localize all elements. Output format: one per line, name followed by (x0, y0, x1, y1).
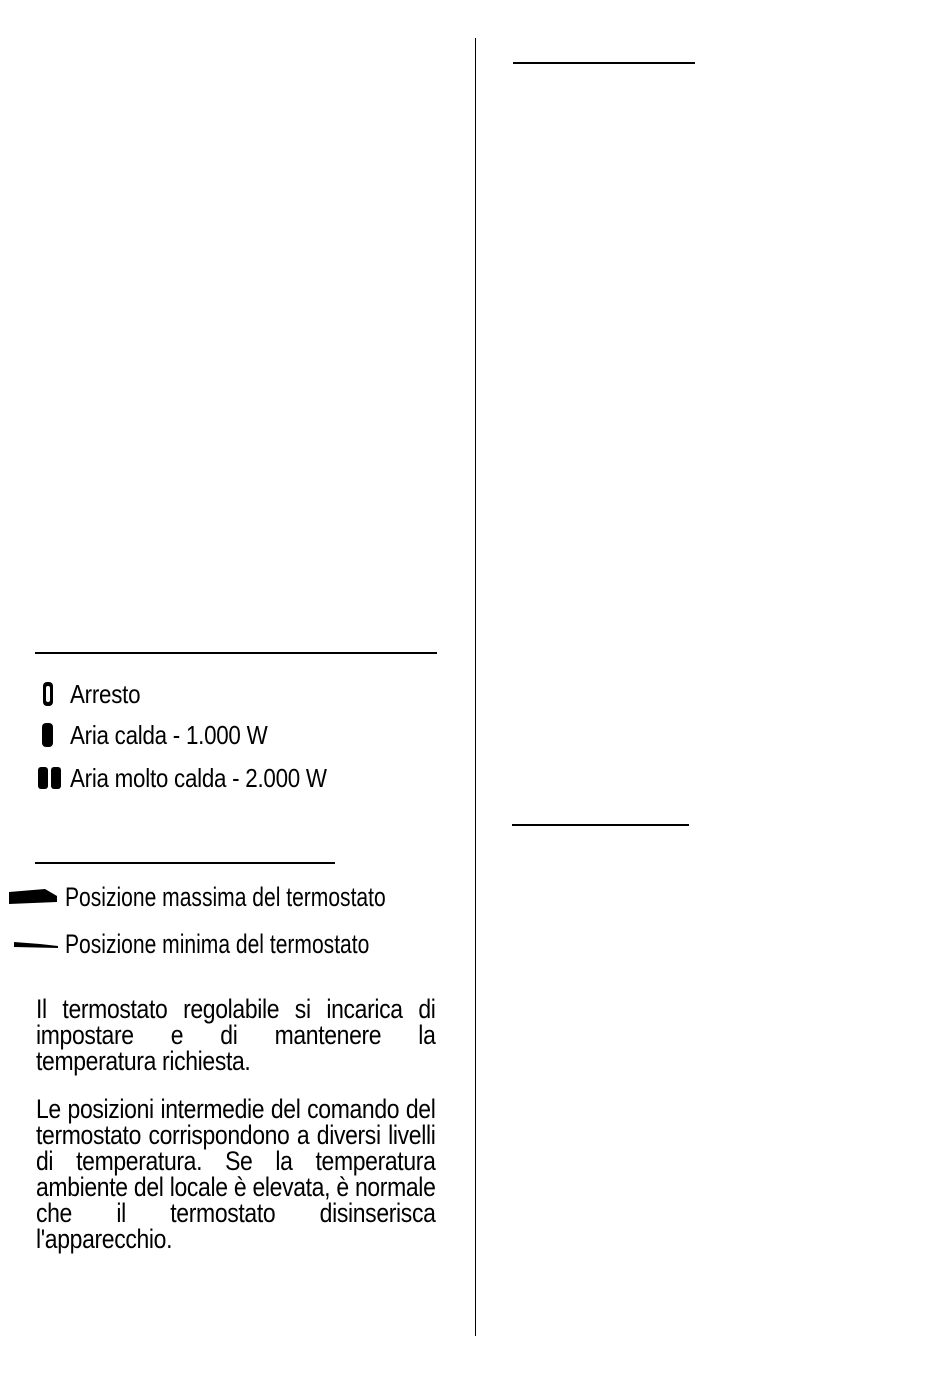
mode-label-warm: Aria calda - 1.000 W (70, 719, 268, 750)
thermostat-max-icon (9, 887, 59, 907)
paragraph-intermediate-positions (36, 1096, 436, 1252)
section-rule-thermostat (35, 862, 335, 864)
column-divider (475, 38, 476, 1336)
thermostat-min-item (14, 928, 455, 960)
section-rule-right-middle (512, 824, 689, 826)
double-bar-icon (38, 765, 64, 791)
mode-item-warm (38, 720, 300, 750)
paragraph-thermostat-function-text: Il termostato regolabile si incarica di impostare e di mantenere la temperatura richiesta. (36, 994, 436, 1076)
off-switch-icon (38, 681, 64, 707)
mode-label-hot: Aria molto calda - 2.000 W (70, 762, 327, 793)
mode-item-hot (38, 763, 369, 793)
single-bar-icon (38, 722, 64, 748)
thermostat-min-icon (14, 936, 59, 952)
thermostat-max-item (9, 881, 476, 913)
section-rule-right-top (513, 62, 695, 64)
paragraph-intermediate-positions-text: Le posizioni intermedie del comando del termostato corrispondono a diversi livelli di temperatura. Se la temperatura ambiente del locale è elevata, è normale che il termostato disinserisca l'apparecchio. (36, 1094, 436, 1254)
paragraph-thermostat-function (36, 996, 436, 1074)
thermostat-min-label: Posizione minima del termostato (65, 928, 370, 959)
section-rule-modes (35, 652, 437, 654)
mode-item-off (38, 679, 152, 709)
mode-label-off: Arresto (70, 678, 141, 709)
thermostat-max-label: Posizione massima del termostato (65, 881, 386, 912)
